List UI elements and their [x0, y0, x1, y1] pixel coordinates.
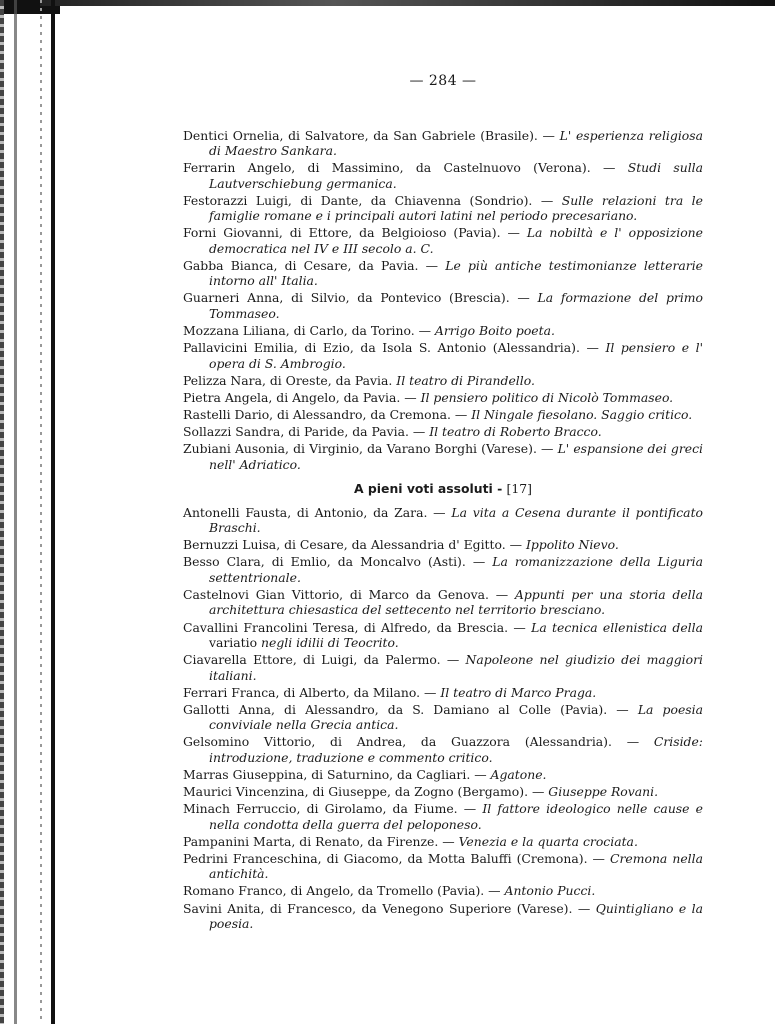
section-count: [17]: [506, 481, 532, 497]
list-item: [183, 734, 703, 765]
entry-title: La poesia conviviale nella Grecia antica.: [209, 701, 703, 733]
entry-title: Giuseppe Rovani.: [548, 784, 659, 800]
list-item: [183, 784, 703, 800]
entry-author: Marras Giuseppina, di Saturnino, da Cagliari. —: [183, 766, 491, 782]
section-heading-text: A pieni voti assoluti -: [354, 481, 507, 497]
list-item: [183, 424, 703, 440]
entry-author: Sollazzi Sandra, di Paride, da Pavia. —: [183, 424, 430, 440]
entry-title: Il fattore ideologico nelle cause e nella condotta della guerra del peloponeso.: [209, 801, 703, 832]
entry-title-cont: negli idilii di Teocrito.: [261, 635, 399, 650]
entry-author: Cavallini Francolini Teresa, di Alfredo, da Brescia. —: [183, 619, 532, 635]
entry-author: Dentici Ornelia, di Salvatore, da San Gabriele (Brasile). —: [183, 127, 560, 143]
entry-title: Antonio Pucci.: [504, 883, 596, 899]
entry-title: Ippolito Nievo.: [525, 537, 619, 553]
entry-title: Sulle relazioni tra le famiglie romane e i principali autori latini nel periodo precesariano.: [209, 192, 703, 224]
list-item: [183, 225, 703, 256]
binding-dots: [40, 0, 42, 1024]
list-item: [183, 620, 703, 651]
entry-author: Antonelli Fausta, di Antonio, da Zara. —: [183, 504, 452, 520]
entry-title: Il pensiero e l' opera di S. Ambrogio.: [209, 340, 703, 371]
entry-title: Criside: introduzione, traduzione e commento critico.: [209, 734, 703, 765]
entry-author: Gelsomino Vittorio, di Andrea, da Guazzora (Alessandria). —: [183, 734, 654, 750]
entry-title: Cremona nella antichità.: [209, 850, 703, 882]
document-page: [183, 74, 703, 933]
list-item: [183, 193, 703, 224]
entry-title: L' esperienza religiosa di Maestro Sankara.: [209, 127, 703, 158]
list-item: [183, 373, 703, 389]
entry-title: Le più antiche testimonianze letterarie intorno all' Italia.: [209, 257, 703, 289]
entry-title: Napoleone nel giudizio dei maggiori italiani.: [209, 652, 703, 683]
entry-title: L' espansione dei greci nell' Adriatico.: [209, 441, 704, 472]
list-item: [183, 407, 703, 423]
entry-author: Pedrini Franceschina, di Giacomo, da Motta Baluffi (Cremona). —: [183, 850, 610, 866]
entry-author: Guarneri Anna, di Silvio, da Pontevico (Brescia). —: [183, 290, 538, 306]
entry-list-part1: [183, 128, 703, 473]
entry-author: Romano Franco, di Angelo, da Tromello (Pavia). —: [183, 883, 505, 899]
entry-title: Il teatro di Pirandello.: [396, 372, 535, 388]
entry-author: Gallotti Anna, di Alessandro, da S. Damiano al Colle (Pavia). —: [183, 701, 638, 717]
entry-author: Ferrarin Angelo, di Massimino, da Castelnuovo (Verona). —: [183, 160, 628, 176]
entry-plain: variatio: [209, 635, 262, 650]
list-item: [183, 554, 703, 585]
entry-author: Pallavicini Emilia, di Ezio, da Isola S. Antonio (Alessandria). —: [183, 340, 606, 356]
page-number: — 284 —: [409, 73, 477, 89]
entry-title: Venezia e la quarta crociata.: [458, 833, 638, 849]
entry-title: Il teatro di Roberto Bracco.: [429, 424, 602, 440]
list-item: [183, 340, 703, 371]
section-heading: [183, 481, 703, 497]
entry-title: Studi sulla Lautverschiebung germanica.: [209, 160, 704, 191]
entry-author: Zubiani Ausonia, di Virginio, da Varano Borghi (Varese). —: [183, 441, 558, 457]
list-item: [183, 834, 703, 850]
entry-author: Pampanini Marta, di Renato, da Firenze. —: [183, 833, 459, 849]
list-item: [183, 685, 703, 701]
entry-author: Bernuzzi Luisa, di Cesare, da Alessandria d' Egitto. —: [183, 537, 526, 553]
binding-line-dark: [51, 0, 55, 1024]
entry-author: Gabba Bianca, di Cesare, da Pavia. —: [183, 257, 446, 273]
list-item: [183, 883, 703, 899]
entry-title: La vita a Cesena durante il pontificato Braschi.: [209, 504, 704, 536]
entry-title: Il teatro di Marco Praga.: [440, 684, 597, 700]
list-item: [183, 652, 703, 683]
entry-title: La formazione del primo Tommaseo.: [209, 290, 704, 321]
scan-edge-top: [40, 0, 775, 6]
list-item: [183, 767, 703, 783]
entry-author: Rastelli Dario, di Alessandro, da Cremona. —: [183, 406, 472, 422]
entry-author: Festorazzi Luigi, di Dante, da Chiavenna (Sondrio). —: [183, 192, 562, 208]
entry-title: Arrigo Boito poeta.: [434, 323, 555, 339]
entry-title: Quintigliano e la poesia.: [209, 900, 703, 932]
entry-title: La nobiltà e l' opposizione democratica nel IV e III secolo a. C.: [209, 225, 703, 256]
entry-author: Forni Giovanni, di Ettore, da Belgioioso (Pavia). —: [183, 225, 527, 241]
list-item: [183, 505, 703, 536]
entry-title: La tecnica ellenistica della: [531, 619, 703, 635]
list-item: [183, 587, 703, 618]
entry-author: Pietra Angela, di Angelo, da Pavia. —: [183, 389, 421, 405]
entry-author: Ciavarella Ettore, di Luigi, da Palermo. —: [183, 652, 466, 668]
entry-author: Mozzana Liliana, di Carlo, da Torino. —: [183, 323, 435, 339]
entry-title: Il Ningale fiesolano. Saggio critico.: [471, 406, 693, 422]
entry-author: Minach Ferruccio, di Girolamo, da Fiume. —: [183, 801, 483, 817]
entry-title: Agatone.: [490, 766, 547, 782]
entry-title: Il pensiero politico di Nicolò Tommaseo.: [420, 389, 674, 405]
list-item: [183, 128, 703, 159]
entry-author: Ferrari Franca, di Alberto, da Milano. —: [183, 684, 441, 700]
entry-author: Castelnovi Gian Vittorio, di Marco da Genova. —: [183, 586, 515, 602]
list-item: [183, 390, 703, 406]
entry-author: Savini Anita, di Francesco, da Venegono Superiore (Varese). —: [183, 900, 596, 916]
scan-edge-left: [0, 0, 4, 1024]
list-item: [183, 851, 703, 882]
list-item: [183, 702, 703, 733]
list-item: [183, 323, 703, 339]
entry-author: Besso Clara, di Emlio, da Moncalvo (Asti). —: [183, 554, 493, 570]
entry-author: Pelizza Nara, di Oreste, da Pavia.: [183, 372, 397, 388]
list-item: [183, 537, 703, 553]
entry-list-part2: [183, 505, 703, 932]
entry-title: La romanizzazione della Liguria settentrionale.: [209, 554, 703, 585]
list-item: [183, 160, 703, 191]
list-item: [183, 441, 703, 472]
list-item: [183, 901, 703, 932]
list-item: [183, 801, 703, 832]
list-item: [183, 258, 703, 289]
entry-author: Maurici Vincenzina, di Giuseppe, da Zogno (Bergamo). —: [183, 784, 549, 800]
binding-line: [14, 0, 17, 1024]
entry-title: Appunti per una storia della architettura chiesastica del settecento nel territorio bresciano.: [209, 586, 703, 618]
list-item: [183, 290, 703, 321]
